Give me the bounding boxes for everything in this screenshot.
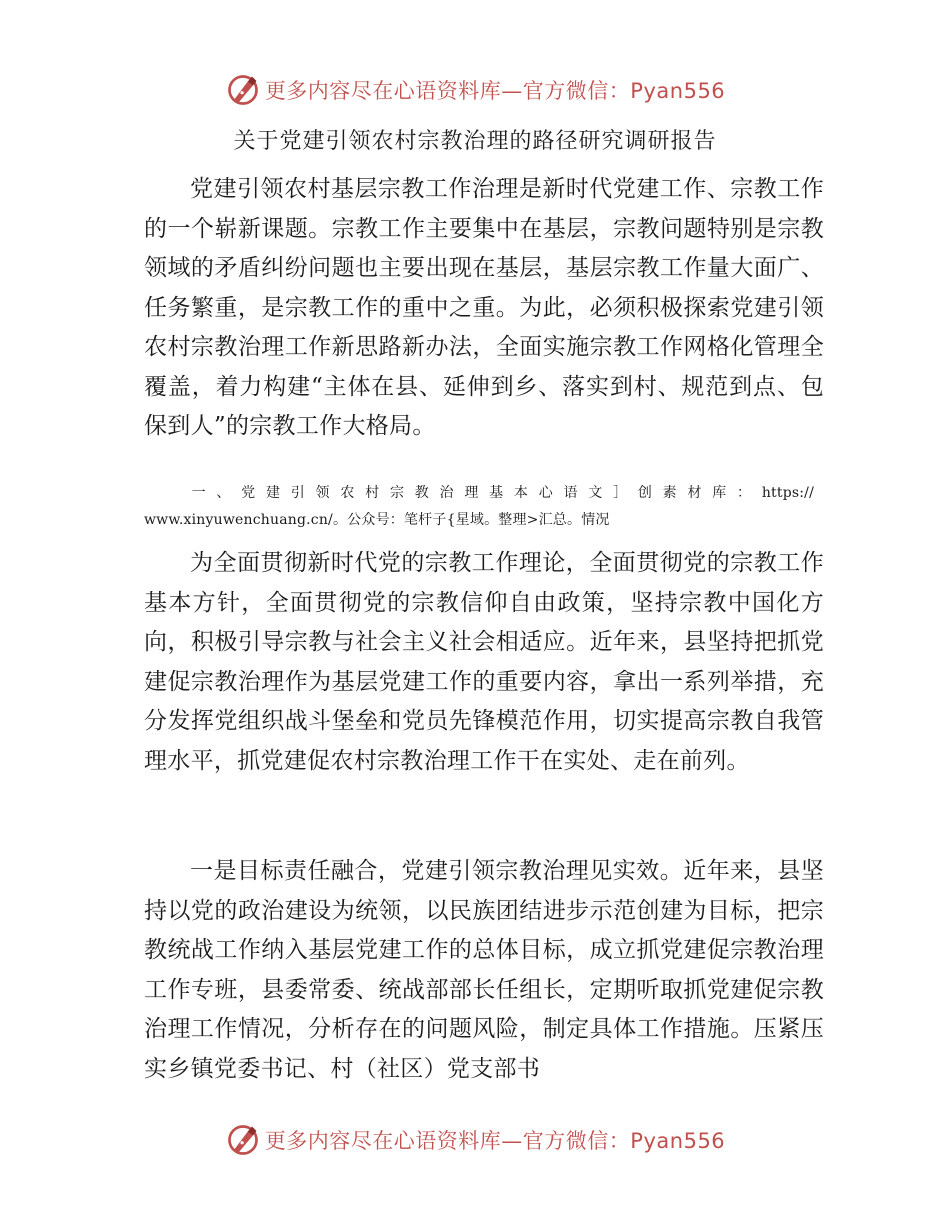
section-heading-line-1: 一、党建引领农村宗教治理基本心语文］创素材库：https:// [191,485,814,501]
paragraph-intro: 党建引领农村基层宗教工作治理是新时代党建工作、宗教工作的一个崭新课题。宗教工作主要集中在基层，宗教问题特别是宗教领域的矛盾纠纷问题也主要出现在基层，基层宗教工作量大面广、任务繁重，是宗教工作的重中之重。为此，必须积极探索党建引领农村宗教治理工作新思路新办法，全面实施宗教工作网格化管理全覆盖，着力构建“主体在县、延伸到乡、落实到村、规范到点、包保到人”的宗教工作大格局。 [144,176,824,439]
footer-watermark-banner [0,1118,950,1162]
header-banner-text: 更多内容尽在心语资料库—官方微信：Pyan556 [264,79,726,103]
section-heading [144,480,814,534]
document-title: 关于党建引领农村宗教治理的路径研究调研报告 [233,129,717,154]
paragraph-goal-responsibility: 一是目标责任融合，党建引领宗教治理见实效。近年来，县坚持以党的政治建设为统领，以民族团结进步示范创建为目标，把宗教统战工作纳入基层党建工作的总体目标，成立抓党建促宗教治理工作专班，县委常委、统战部部长任组长，定期听取抓党建促宗教治理工作情况，分析存在的问题风险，制定具体工作措施。压紧压实乡镇党委书记、村（社区）党支部书 [144,858,824,1082]
pen-nib-logo-icon [225,1122,261,1158]
section-heading-line-2: www.xinyuwenchuang.cn/。公众号：笔杆子{星域。整理>汇总。情况 [144,512,610,528]
pen-nib-logo-icon [225,72,261,108]
paragraph-overview: 为全面贯彻新时代党的宗教工作理论，全面贯彻党的宗教工作基本方针，全面贯彻党的宗教信仰自由政策，坚持宗教中国化方向，积极引导宗教与社会主义社会相适应。近年来，县坚持把抓党建促宗教治理作为基层党建工作的重要内容，拿出一系列举措，充分发挥党组织战斗堡垒和党员先锋模范作用，切实提高宗教自我管理水平，抓党建促农村宗教治理工作干在实处、走在前列。 [144,550,824,774]
footer-banner-text: 更多内容尽在心语资料库—官方微信：Pyan556 [264,1129,726,1153]
header-watermark-banner [0,68,950,112]
